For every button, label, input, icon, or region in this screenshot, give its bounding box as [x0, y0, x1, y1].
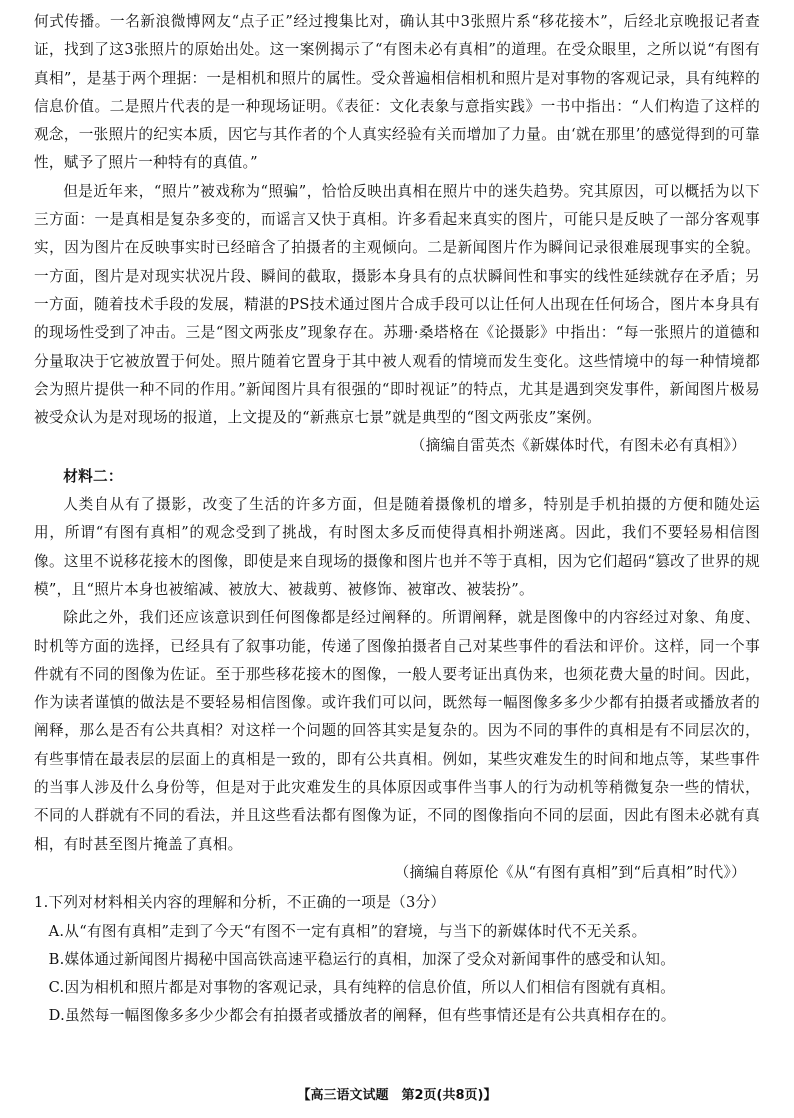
paragraph-material-one-end: 何式传播。一名新浪微博网友“点子正”经过搜集比对，确认其中3张照片系“移花接木”，后经北京晚报记者查证，找到了这3张照片的原始出处。这一案例揭示了“有图未必有真相”的道理。在受众眼里，之所以说“有图有真相”，是基于两个理据：一是相机和照片的属性。受众普遍相信相机和照片是对事物的客观记录，具有纯粹的信息价值。二是照片代表的是一种现场证明。《表征：文化表象与意指实践》一书中指出：“人们构造了这样的观念，一张照片的纪实本质，因它与其作者的个人真实经验有关而增加了力量。由‘就在那里’的感觉得到的可靠性，赋予了照片一种特有的真值。” — [34, 13, 760, 172]
paragraph-photo-truth-decline: 但是近年来，“照片”被戏称为“照骗”，恰恰反映出真相在照片中的迷失趋势。究其原因，可以概括为以下三方面：一是真相是复杂多变的，而谣言又快于真相。许多看起来真实的图片，可能只是反映了一部分客观事实，因为图片在反映事实时已经暗含了拍摄者的主观倾向。二是新闻图片作为瞬间记录很难展现事实的全貌。一方面，图片是对现实状况片段、瞬间的截取，摄影本身具有的点状瞬间性和事实的线性延续就存在矛盾；另一方面，随着技术手段的发展，精湛的PS技术通过图片合成手段可以让任何人出现在任何场合，图片本身具有的现场性受到了冲击。三是“图文两张皮”现象存在。苏珊·桑塔格在《论摄影》中指出：“每一张照片的道德和分量取决于它被放置于何处。照片随着它置身于其中被人观看的情境而发生变化。这些情境中的每一种情境都会为照片提供一种不同的作用。”新闻图片具有很强的“即时视证”的特点，尤其是遇到突发事件，新闻图片极易被受众认为是对现场的报道，上文提及的“新燕京七景”就是典型的“图文两张皮”案例。 — [34, 182, 760, 427]
paragraph-photography-challenge: 人类自从有了摄影，改变了生活的许多方面，但是随着摄像机的增多，特别是手机拍摄的方便和随处运用，所谓“有图有真相”的观念受到了挑战，有时图太多反而使得真相扑朔迷离。因此，我们不要轻易相信图像。这里不说移花接木的图像，即使是来自现场的摄像和图片也并不等于真相，因为它们超码“篡改了世界的规模”，且“照片本身也被缩减、被放大、被裁剪、被修饰、被窜改、被装扮”。 — [34, 496, 760, 598]
question-1-stem: 1.下列对材料相关内容的理解和分析，不正确的一项是（3分） — [34, 894, 446, 912]
question-1-option-c: C.因为相机和照片都是对事物的客观记录，具有纯粹的信息价值，所以人们相信有图就有真相。 — [48, 979, 676, 997]
question-1-option-d: D.虽然每一幅图像多多少少都会有拍摄者或播放者的阐释，但有些事情还是有公共真相存在的。 — [48, 1007, 676, 1025]
paragraph-image-interpretation: 除此之外，我们还应该意识到任何图像都是经过阐释的。所谓阐释，就是图像中的内容经过对象、角度、时机等方面的选择，已经具有了叙事功能，传递了图像拍摄者自己对某些事件的看法和评价。这样，同一个事件就有不同的图像为佐证。至于那些移花接木的图像，一般人要考证出真伪来，也须花费大量的时间。因此，作为读者谨慎的做法是不要轻易相信图像。或许我们可以问，既然每一幅图像多多少少都有拍摄者或播放者的阐释，那么是否有公共真相？对这样一个问题的回答其实是复杂的。因为不同的事件的真相是有不同层次的，有些事情在最表层的层面上的真相是一致的，即有公共真相。例如，某些灾难发生的时间和地点等，某些事件的当事人涉及什么身份等，但是对于此灾难发生的具体原因或事件当事人的行为动机等稍微复杂一些的情状，不同的人群就有不同的看法，并且这些看法都有图像为证，不同的图像指向不同的层面，因此有图未必就有真相，有时甚至图片掩盖了真相。 — [34, 609, 760, 853]
question-1-option-b: B.媒体通过新闻图片揭秘中国高铁高速平稳运行的真相，加深了受众对新闻事件的感受和认知。 — [48, 950, 676, 968]
source-citation-one: （摘编自雷英杰《新媒体时代，有图未必有真相》） — [410, 437, 746, 455]
question-1-option-a: A.从“有图有真相”走到了今天“有图不一定有真相”的窘境，与当下的新媒体时代不无关系。 — [48, 922, 647, 940]
material-two-heading: 材料二： — [63, 467, 123, 485]
source-citation-two: （摘编自蒋原伦《从“有图有真相”到“后真相”时代》） — [394, 863, 746, 881]
page-footer: 【高三语文试题 第2页(共8页)】 — [297, 1088, 497, 1103]
